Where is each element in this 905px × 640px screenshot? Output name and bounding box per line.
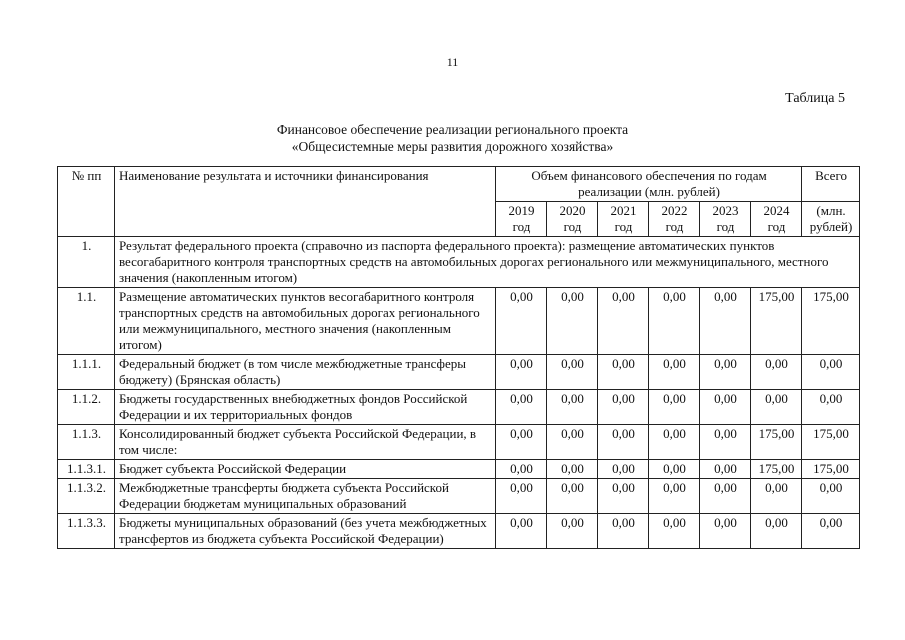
header-year: 2020 год	[547, 202, 598, 237]
header-year: 2024 год	[751, 202, 802, 237]
value-total: 0,00	[802, 479, 860, 514]
value-2023: 0,00	[700, 460, 751, 479]
row-name: Консолидированный бюджет субъекта Российской Федерации, в том числе:	[115, 425, 496, 460]
table-row	[58, 514, 860, 549]
value-total: 0,00	[802, 390, 860, 425]
header-row-top	[58, 167, 860, 202]
value-2022: 0,00	[649, 425, 700, 460]
document-title	[0, 121, 905, 155]
value-2023: 0,00	[700, 390, 751, 425]
row-num: 1.1.2.	[58, 390, 115, 425]
row-name: Размещение автоматических пунктов весогабаритного контроля транспортных средств на автомобильных дорогах регионального или межмуниципального, местного значения (накопленным итогом)	[115, 288, 496, 355]
header-num: № пп	[58, 167, 115, 237]
header-total-unit: (млн. рублей)	[802, 202, 860, 237]
row-name: Бюджеты государственных внебюджетных фондов Российской Федерации и их территориальных фондов	[115, 390, 496, 425]
value-2020: 0,00	[547, 390, 598, 425]
header-year: 2021 год	[598, 202, 649, 237]
header-funding: Объем финансового обеспечения по годам реализации (млн. рублей)	[496, 167, 802, 202]
value-2022: 0,00	[649, 479, 700, 514]
table-row	[58, 460, 860, 479]
value-2020: 0,00	[547, 514, 598, 549]
table-row	[58, 425, 860, 460]
value-2020: 0,00	[547, 479, 598, 514]
value-2021: 0,00	[598, 460, 649, 479]
table-row	[58, 479, 860, 514]
value-2022: 0,00	[649, 390, 700, 425]
row-name: Бюджет субъекта Российской Федерации	[115, 460, 496, 479]
table-row	[58, 355, 860, 390]
value-2021: 0,00	[598, 425, 649, 460]
row-num: 1.1.1.	[58, 355, 115, 390]
value-2019: 0,00	[496, 479, 547, 514]
table-row	[58, 390, 860, 425]
row-num: 1.1.3.1.	[58, 460, 115, 479]
value-total: 175,00	[802, 425, 860, 460]
table-label: Таблица 5	[785, 91, 845, 106]
value-2024: 0,00	[751, 514, 802, 549]
value-2021: 0,00	[598, 288, 649, 355]
value-2022: 0,00	[649, 460, 700, 479]
value-2021: 0,00	[598, 514, 649, 549]
header-name: Наименование результата и источники финансирования	[115, 167, 496, 237]
value-2020: 0,00	[547, 288, 598, 355]
page-number: 11	[446, 55, 459, 69]
financing-table	[57, 166, 860, 549]
row-num: 1.1.3.	[58, 425, 115, 460]
value-2022: 0,00	[649, 355, 700, 390]
value-2019: 0,00	[496, 390, 547, 425]
row-name: Межбюджетные трансферты бюджета субъекта Российской Федерации бюджетам муниципальных образований	[115, 479, 496, 514]
value-2019: 0,00	[496, 355, 547, 390]
section-row	[58, 237, 860, 288]
value-2023: 0,00	[700, 514, 751, 549]
section-text: Результат федерального проекта (справочно из паспорта федерального проекта): размещение автоматических пунктов весогабаритного контроля транспортных средств на автомобильных дорогах регионального или межмуниципального, местного значения (накопленным итогом)	[115, 237, 860, 288]
row-name: Федеральный бюджет (в том числе межбюджетные трансферы бюджету) (Брянская область)	[115, 355, 496, 390]
value-2022: 0,00	[649, 514, 700, 549]
value-2023: 0,00	[700, 288, 751, 355]
value-2021: 0,00	[598, 390, 649, 425]
value-2019: 0,00	[496, 425, 547, 460]
value-2022: 0,00	[649, 288, 700, 355]
value-total: 175,00	[802, 288, 860, 355]
row-num: 1.1.3.2.	[58, 479, 115, 514]
title-line-2: «Общесистемные меры развития дорожного хозяйства»	[291, 139, 614, 154]
value-2024: 0,00	[751, 479, 802, 514]
value-2021: 0,00	[598, 479, 649, 514]
header-year: 2023 год	[700, 202, 751, 237]
row-num: 1.1.3.3.	[58, 514, 115, 549]
table-row	[58, 288, 860, 355]
value-2024: 175,00	[751, 288, 802, 355]
section-num: 1.	[58, 237, 115, 288]
value-total: 0,00	[802, 355, 860, 390]
value-2023: 0,00	[700, 425, 751, 460]
header-year: 2022 год	[649, 202, 700, 237]
value-2019: 0,00	[496, 514, 547, 549]
value-2023: 0,00	[700, 355, 751, 390]
value-2023: 0,00	[700, 479, 751, 514]
value-2020: 0,00	[547, 460, 598, 479]
value-2024: 0,00	[751, 390, 802, 425]
title-line-1: Финансовое обеспечение реализации регионального проекта	[276, 122, 629, 137]
value-2019: 0,00	[496, 460, 547, 479]
value-2024: 175,00	[751, 460, 802, 479]
row-num: 1.1.	[58, 288, 115, 355]
value-2020: 0,00	[547, 425, 598, 460]
value-2019: 0,00	[496, 288, 547, 355]
value-2024: 175,00	[751, 425, 802, 460]
value-2021: 0,00	[598, 355, 649, 390]
header-year: 2019 год	[496, 202, 547, 237]
value-2020: 0,00	[547, 355, 598, 390]
value-2024: 0,00	[751, 355, 802, 390]
value-total: 0,00	[802, 514, 860, 549]
value-total: 175,00	[802, 460, 860, 479]
row-name: Бюджеты муниципальных образований (без учета межбюджетных трансфертов из бюджета субъекта Российской Федерации)	[115, 514, 496, 549]
header-total: Всего	[802, 167, 860, 202]
